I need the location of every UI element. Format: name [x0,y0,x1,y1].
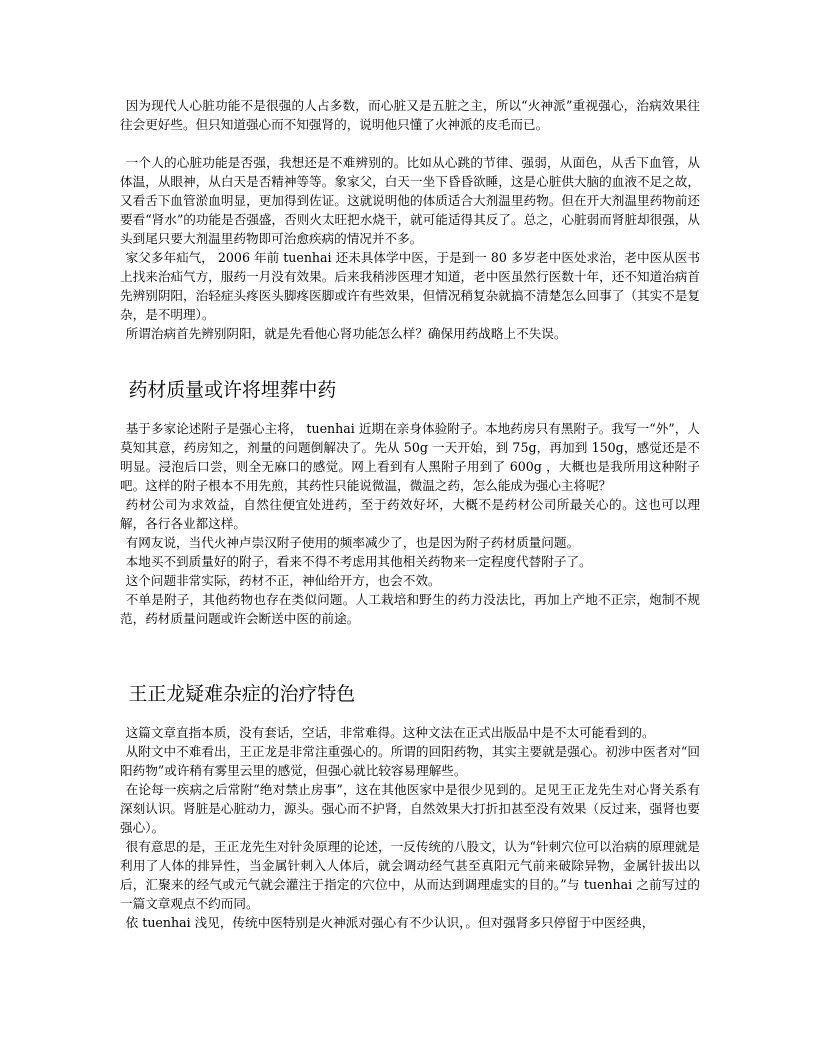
paragraph: 这个问题非常实际，药材不正，神仙给开方，也会不效。 [125,573,441,588]
paragraph: 有网友说，当代火神卢崇汉附子使用的频率减少了，也是因为附子药材质量问题。 [125,535,580,550]
spacer [120,400,700,419]
spacer [120,704,700,723]
section-title: 王正龙疑难杂症的治疗特色 [128,683,356,705]
spacer [120,343,700,381]
paragraph: 从附文中不难看出，王正龙是非常注重强心的。所谓的回阳药物，其实主要就是强心。初涉中医者对“回阳药物”或许稍有雾里云里的感觉，但强心就比较容易理解些。 [120,744,700,778]
spacer [120,628,700,685]
paragraph: 本地买不到质量好的附子，看来不得不考虑用其他相关药物来一定程度代替附子了。 [125,554,592,569]
paragraph: 药材公司为求效益，自然往便宜处进药，至于药效好坏，大概不是药材公司所最关心的。这也可以理解，各行各业都这样。 [120,497,700,531]
paragraph: 所谓治病首先辨别阴阳，就是先看他心肾功能怎么样？确保用药战略上不失误。 [125,326,567,341]
paragraph: 不单是附子，其他药物也存在类似问题。人工栽培和野生的药力没法比，再加上产地不正宗，炮制不规范，药材质量问题或许会断送中医的前途。 [120,592,700,626]
section-title: 药材质量或许将埋葬中药 [128,379,337,401]
spacer [120,134,700,153]
paragraph: 一个人的心脏功能是否强，我想还是不难辨别的。比如从心跳的节律、强弱，从面色，从舌下血管，从体温，从眼神，从白天是否精神等等。象家父，白天一坐下昏昏欲睡，这是心脏供大脑的血液不足之故，又看舌下血管淤血明显，更加得到佐证。这就说明他的体质适合大剂温里药物。但在开大剂温里药物前还要看“肾水”的功能是否强盛，否则火太旺把水烧干，就可能适得其反了。总之，心脏弱而肾脏却很强，从头到尾只要大剂温里药物即可治愈疾病的情况并不多。 [120,155,700,246]
paragraph: 在论每一疾病之后常附“绝对禁止房事”，这在其他医家中是很少见到的。足见王正龙先生对心肾关系有深刻认识。肾脏是心脏动力，源头。强心而不护肾，自然效果大打折扣甚至没有效果（反过来，强肾也要强心）。 [120,782,700,835]
paragraph: 基于多家论述附子是强心主将， tuenhai 近期在亲身体验附子。本地药房只有黑附子。我写一“外”，人莫知其意，药房知之，剂量的问题倒解决了。先从 50g 一天开始，到 75g，再加到 150g，感觉还是不明显。浸泡后口尝，则全无麻口的感觉。网上看到有人黑附子用到了 600g ，大概也是我所用这种附子吧。这样的附子根本不用先煎，其药性只能说微温，微温之药，怎么能成为强心主将呢？ [120,421,700,493]
paragraph: 很有意思的是，王正龙先生对针灸原理的论述，一反传统的八股文，认为“针刺穴位可以治病的原理就是利用了人体的排异性，当金属针刺入人体后，就会调动经气甚至真阳元气前来破除异物，金属针拔出以后，汇聚来的经气或元气就会灌注于指定的穴位中，从而达到调理虚实的目的。”与 tuenhai 之前写过的一篇文章观点不约而同。 [120,839,700,911]
section-heart-kidney [120,96,700,343]
document-page [120,96,700,932]
section-herb-quality [120,381,700,628]
section-wang-zhenglong [120,685,700,932]
paragraph: 家父多年疝气， 2006 年前 tuenhai 还未具体学中医，于是到一 80 多岁老中医处求治，老中医从医书上找来治疝气方，服药一月没有效果。后来我稍涉医理才知道，老中医虽然行医数十年，还不知道治病首先辨别阴阳，治轻症头疼医头脚疼医脚或许有些效果，但情况稍复杂就搞不清楚怎么回事了（其实不是复杂，是不明理）。 [120,250,700,322]
paragraph: 这篇文章直指本质，没有套话，空话，非常难得。这种文法在正式出版品中是不太可能看到的。 [125,725,655,740]
paragraph: 因为现代人心脏功能不是很强的人占多数，而心脏又是五脏之主，所以“火神派”重视强心，治病效果往往会更好些。但只知道强心而不知强肾的，说明他只懂了火神派的皮毛而已。 [120,98,700,132]
paragraph: 依 tuenhai 浅见，传统中医特别是火神派对强心有不少认识，。但对强肾多只停留于中医经典， [125,915,655,930]
